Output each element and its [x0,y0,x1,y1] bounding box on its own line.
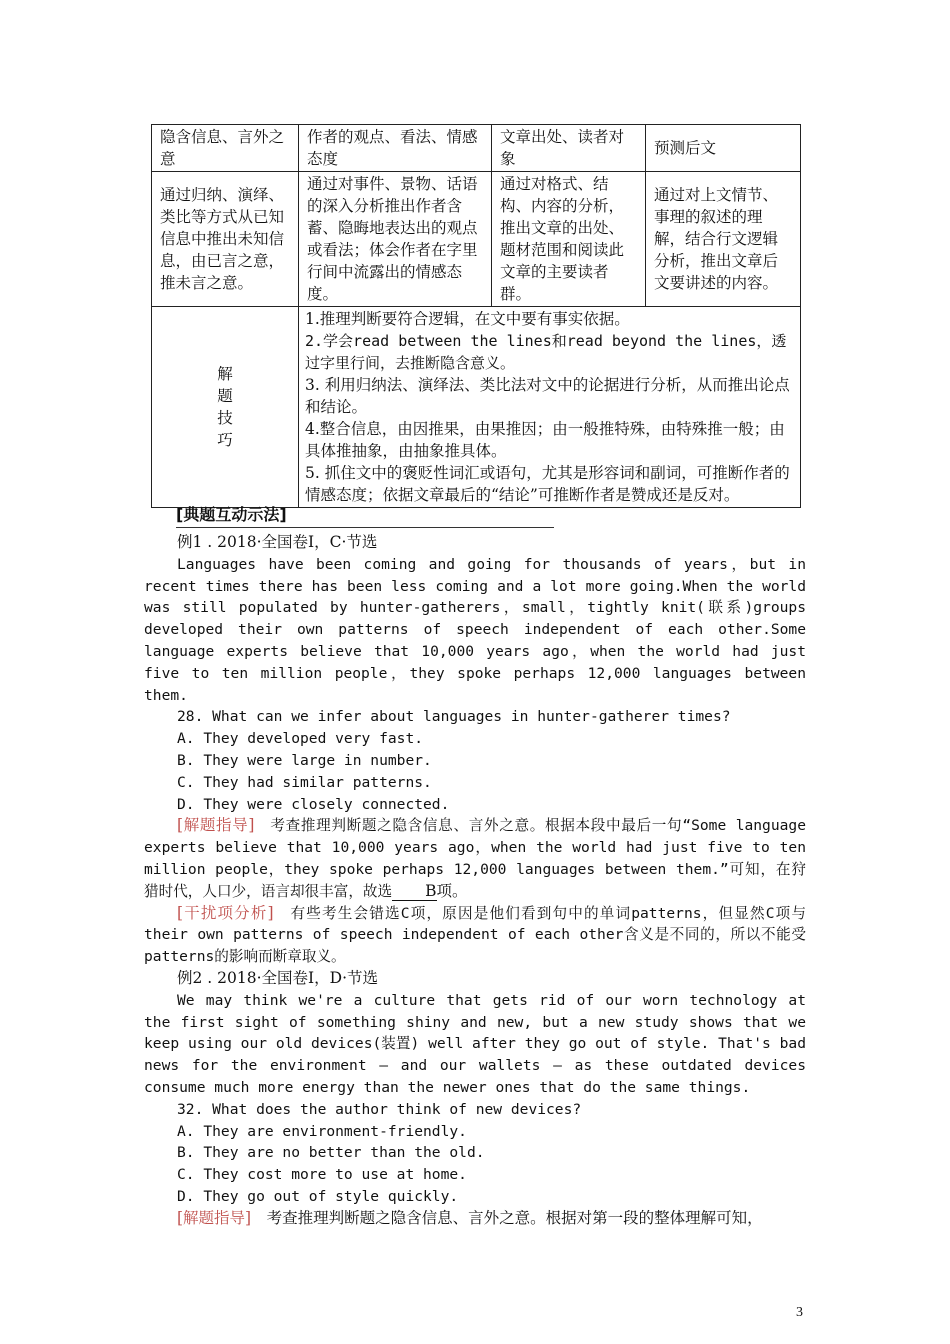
desc-author-view: 通过对事件、景物、话语的深入分析推出作者含蓄、隐晦地表达出的观点或看法；体会作者在字里行间中流露出的情感态度。 [299,172,492,307]
example2-option-d: D. They go out of style quickly. [177,1187,459,1205]
type-author-view: 作者的观点、看法、情感态度 [299,125,492,172]
example1-passage: Languages have been coming and going for thousands of years，but in recent times there has been less coming and a lot more going.When the world was still populated by hunter-gatherers，small，tightly knit(联系)groups developed their own patterns of speech independent of each other.Some language experts believe that 10,000 years ago，when the world had just five to ten million people，they spoke perhaps 12,000 languages between them. [144,555,806,704]
tip-item: 5. 抓住文中的褒贬性词汇或语句，尤其是形容词和副词，可推断作者的情感态度；依据文章最后的“结论”可推断作者是赞成还是反对。 [305,464,790,504]
table-row-descriptions [152,172,801,307]
guide-tag: [解题指导] [177,816,255,835]
example1-distractor [144,903,806,968]
example2-option-a: A. They are environment-friendly. [177,1122,467,1140]
type-source-reader: 文章出处、读者对象 [492,125,646,172]
example2-heading: 例2 . 2018·全国卷Ⅰ，D·节选 [177,968,378,987]
distractor-text: 有些考生会错选C项，原因是他们看到句中的单词patterns，但显然C项与 their own patterns of speech independent of each other含义是不同的，所以不能受patterns的影响而断章取义。 [144,904,806,966]
example1-option-a: A. They developed very fast. [177,730,424,748]
tips-label: 解题技巧 [217,365,233,449]
guide-text: 考查推理判断题之隐含信息、言外之意。根据本段中最后一句“Some language experts believe that 10,000 years ago，when the world had just five to ten million people，they spoke perhaps 12,000 languages between them.”可知，在狩猎时代，人口少，语言却很丰富，故选 [144,817,806,900]
tip-item: 4.整合信息，由因推果，由果推因；由一般推特殊，由特殊推一般；由具体推抽象，由抽象推具体。 [305,420,785,460]
example2-guide [144,1208,806,1230]
guide-tag: [解题指导] [177,1208,252,1227]
tips-label-cell [152,307,299,508]
tip-item: 2.学会read between the lines和read beyond the lines，透过字里行间，去推断隐含意义。 [305,332,787,372]
example1-option-b: B. They were large in number. [177,751,432,769]
tips-list [299,307,801,508]
distractor-tag: [干扰项分析] [177,903,274,922]
section-title: [典题互动示法] [176,505,554,528]
example1-heading: 例1 . 2018·全国卷Ⅰ，C·节选 [177,533,378,551]
desc-predict-next: 通过对上文情节、事理的叙述的理解，结合行文逻辑分析，推出文章后文要讲述的内容。 [646,172,801,307]
example1-option-c: C. They had similar patterns. [177,773,432,791]
example1-question: 28. What can we infer about languages in hunter-gatherer times? [177,708,731,726]
example2-option-b: B. They are no better than the old. [177,1144,485,1162]
tip-item: 1.推理判断要符合逻辑，在文中要有事实依据。 [305,310,630,328]
page-number: 3 [796,1305,803,1320]
example1-guide [144,815,806,902]
tip-item: 3. 利用归纳法、演绎法、类比法对文中的论据进行分析，从而推出论点和结论。 [305,376,790,416]
table-row-types [152,125,801,172]
type-hidden-info: 隐含信息、言外之意 [152,125,299,172]
desc-source-reader: 通过对格式、结构、内容的分析，推出文章的出处、题材范围和阅读此文章的主要读者群。 [492,172,646,307]
answer-blank: B [392,882,436,901]
table-row-tips [152,307,801,508]
example2-passage: We may think we're a culture that gets rid of our worn technology at the first sight of something shiny and new, but a new study shows that we keep using our old devices(装置) well after they go out of style. That's bad news for the environment — and our wallets — as these outdated devices consume much more energy than the newer ones that do the same things. [144,991,806,1096]
guide-text-end: 项。 [436,881,468,900]
desc-hidden-info: 通过归纳、演绎、类比等方式从已知信息中推出未知信息，由已言之意，推未言之意。 [152,172,299,307]
example2-question: 32. What does the author think of new devices? [177,1100,582,1118]
type-predict-next: 预测后文 [646,125,801,172]
example2-option-c: C. They cost more to use at home. [177,1166,467,1184]
guide-text: 考查推理判断题之隐含信息、言外之意。根据对第一段的整体理解可知， [251,1208,763,1227]
examples-content [144,532,806,1230]
inference-types-table [151,124,801,508]
example1-option-d: D. They were closely connected. [177,795,450,813]
